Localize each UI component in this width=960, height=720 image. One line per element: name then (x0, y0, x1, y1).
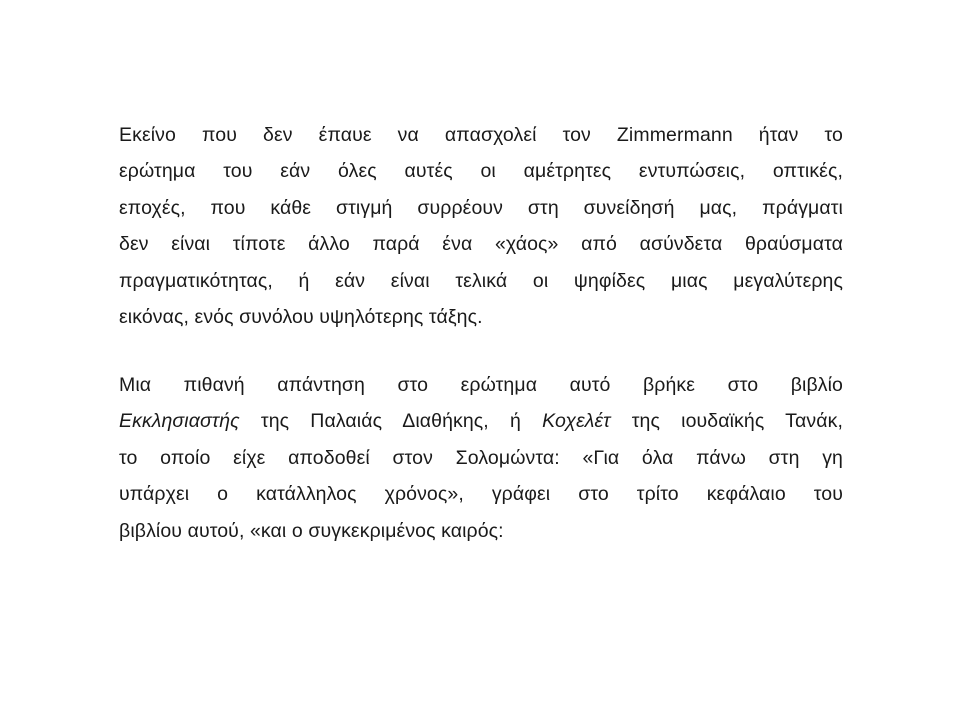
paragraph-1 (119, 117, 843, 335)
paragraph-1-line: πραγματικότητας, ή εάν είναι τελικά οι ψηφίδες μιας μεγαλύτερης (119, 269, 843, 292)
paragraph-2-line: βιβλίου αυτού, «και ο συγκεκριμένος καιρός: (119, 519, 504, 542)
paragraph-1-line: δεν είναι τίποτε άλλο παρά ένα «χάος» από ασύνδετα θραύσματα (119, 233, 843, 256)
paragraph-2-text: της ιουδαϊκής Τανάκ, (610, 410, 843, 433)
paragraph-2-line: υπάρχει ο κατάλληλος χρόνος», γράφει στο τρίτο κεφάλαιο του (119, 483, 843, 506)
book-title-kohelet: Κοχελέτ (542, 410, 611, 433)
paragraph-1-line: Εκείνο που δεν έπαυε να απασχολεί τον Zimmermann ήταν το (119, 124, 843, 146)
paragraph-1-line: εποχές, που κάθε στιγμή συρρέουν στη συνείδησή μας, πράγματι (119, 196, 843, 219)
book-title-ecclesiastes: Εκκλησιαστής (119, 410, 240, 433)
paragraph-2-text: της Παλαιάς Διαθήκης, ή (239, 410, 543, 433)
paragraph-2 (119, 367, 843, 549)
paragraph-2-line: το οποίο είχε αποδοθεί στον Σολομώντα: «Για όλα πάνω στη γη (119, 446, 843, 469)
paragraph-2-line: Μια πιθανή απάντηση στο ερώτημα αυτό βρήκε στο βιβλίο (119, 374, 843, 396)
paragraph-1-line: ερώτημα του εάν όλες αυτές οι αμέτρητες εντυπώσεις, οπτικές, (119, 160, 843, 183)
paragraph-1-line: εικόνας, ενός συνόλου υψηλότερης τάξης. (119, 305, 483, 328)
paragraph-2-line (119, 403, 843, 439)
